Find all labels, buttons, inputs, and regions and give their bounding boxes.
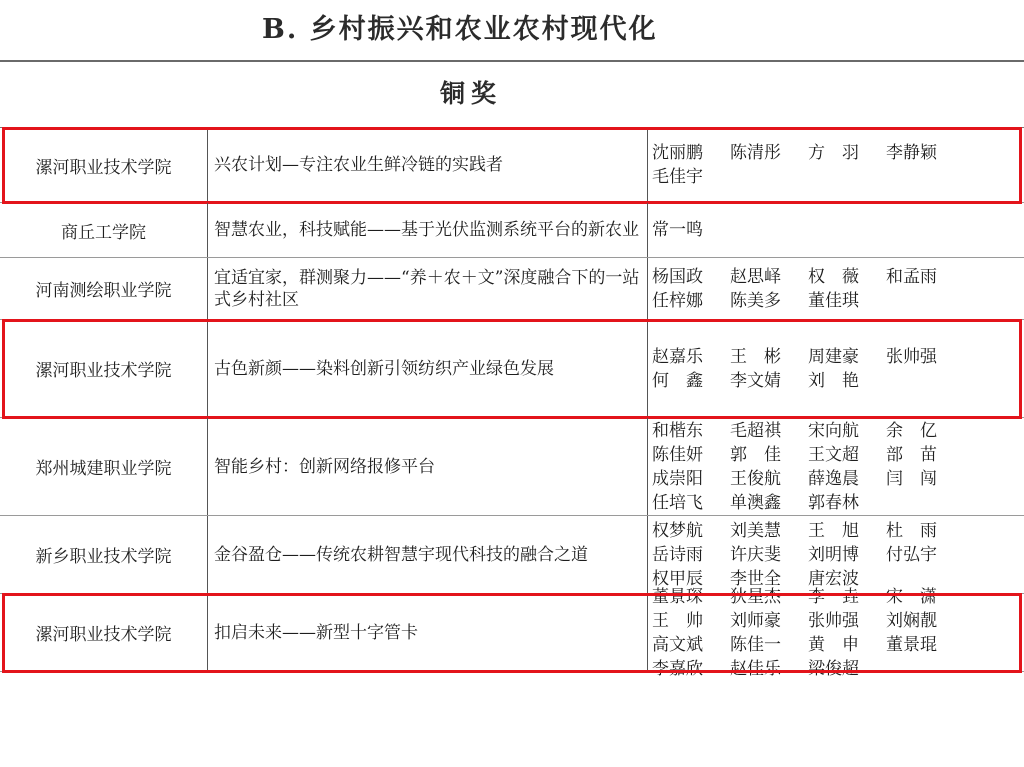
project-title-cell: 扣启未来——新型十字管卡	[208, 594, 648, 671]
member-name: 梁俊超	[808, 658, 859, 679]
school-cell: 漯河职业技术学院	[0, 320, 208, 417]
table-row	[0, 128, 1024, 203]
member-name: 沈丽鹏	[652, 143, 703, 163]
member-name: 杜 雨	[886, 520, 937, 541]
members-cell	[648, 586, 1024, 679]
school-cell: 漯河职业技术学院	[0, 128, 208, 202]
member-list	[652, 258, 1024, 319]
member-name: 郭 佳	[730, 444, 781, 465]
project-title-cell: 智慧农业，科技赋能——基于光伏监测系统平台的新农业	[208, 203, 648, 257]
project-title-cell: 宜适宜家，群测聚力——“养＋农＋文”深度融合下的一站式乡村社区	[208, 258, 648, 319]
member-name: 陈佳一	[730, 634, 781, 655]
table-row	[0, 418, 1024, 516]
member-name: 董景琨	[886, 634, 937, 655]
member-name: 任梓娜	[652, 290, 703, 311]
member-name: 张帅强	[808, 610, 859, 631]
member-name: 王 旭	[808, 520, 859, 541]
member-name: 部 苗	[886, 444, 937, 465]
member-name: 宋向航	[808, 420, 859, 441]
members-cell	[648, 418, 1024, 515]
member-list	[652, 586, 1024, 679]
member-name: 宋 潇	[886, 586, 937, 607]
member-list	[652, 128, 1024, 202]
member-list	[652, 203, 1024, 257]
member-name: 陈清彤	[730, 143, 781, 163]
member-name: 李世全	[730, 568, 781, 589]
school-cell: 郑州城建职业学院	[0, 418, 208, 515]
table-row	[0, 516, 1024, 594]
member-name: 王 彬	[730, 346, 781, 367]
school-cell: 商丘工学院	[0, 203, 208, 257]
section-rule	[0, 60, 1024, 62]
school-cell: 漯河职业技术学院	[0, 594, 208, 671]
member-name: 李 垚	[808, 586, 859, 607]
member-list	[652, 516, 1024, 593]
table-row	[0, 586, 1024, 679]
member-name: 董景琛	[652, 586, 703, 607]
member-list	[652, 418, 1024, 515]
member-name: 赵佳乐	[730, 658, 781, 679]
project-title-cell: 古色新颜——染料创新引领纺织产业绿色发展	[208, 320, 648, 417]
section-title: B. 乡村振兴和农业农村现代化	[262, 14, 658, 45]
project-title-cell: 兴农计划—专注农业生鲜冷链的实践者	[208, 128, 648, 202]
member-name: 何 鑫	[652, 370, 703, 391]
award-level-heading: 铜奖	[440, 79, 503, 108]
member-name: 赵嘉乐	[652, 346, 703, 367]
member-name: 王俊航	[730, 468, 781, 489]
member-name: 权梦航	[652, 520, 703, 541]
member-name: 刘娴靓	[886, 610, 937, 631]
member-name: 赵思峄	[730, 266, 781, 287]
member-name: 成崇阳	[652, 468, 703, 489]
school-cell: 新乡职业技术学院	[0, 516, 208, 593]
member-name: 郭春林	[808, 492, 859, 513]
member-name: 权 薇	[808, 266, 859, 287]
member-name: 毛超祺	[730, 420, 781, 441]
member-name: 毛佳宇	[652, 167, 703, 187]
table-row	[0, 320, 1024, 418]
members-cell	[648, 128, 1024, 202]
member-name: 刘美慧	[730, 520, 781, 541]
member-name: 权甲辰	[652, 568, 703, 589]
member-name: 刘师豪	[730, 610, 781, 631]
members-cell	[648, 203, 1024, 257]
member-name: 周建豪	[808, 346, 859, 367]
members-cell	[648, 258, 1024, 319]
member-name: 方 羽	[808, 143, 859, 163]
project-title-cell: 智能乡村：创新网络报修平台	[208, 418, 648, 515]
member-list	[652, 320, 1024, 417]
member-name: 付弘宇	[886, 544, 937, 565]
member-name: 岳诗雨	[652, 544, 703, 565]
member-name: 刘 艳	[808, 370, 859, 391]
member-name: 王 帅	[652, 610, 703, 631]
members-cell	[648, 320, 1024, 417]
member-name: 李静颖	[886, 143, 937, 163]
members-cell	[648, 516, 1024, 593]
member-name: 陈美多	[730, 290, 781, 311]
member-name: 常一鸣	[652, 220, 703, 240]
member-name: 任培飞	[652, 492, 703, 513]
member-name: 刘明博	[808, 544, 859, 565]
member-name: 董佳琪	[808, 290, 859, 311]
project-title-cell: 金谷盈仓——传统农耕智慧宇现代科技的融合之道	[208, 516, 648, 593]
member-name: 和孟雨	[886, 266, 937, 287]
member-name: 陈佳妍	[652, 444, 703, 465]
member-name: 薛逸晨	[808, 468, 859, 489]
member-name: 闫 闯	[886, 468, 937, 489]
member-name: 王文超	[808, 444, 859, 465]
member-name: 狄星杰	[730, 586, 781, 607]
member-name: 黄 申	[808, 634, 859, 655]
table-row	[0, 203, 1024, 258]
member-name: 唐宏波	[808, 568, 859, 589]
member-name: 余 亿	[886, 420, 937, 441]
member-name: 张帅强	[886, 346, 937, 367]
member-name: 李嘉欣	[652, 658, 703, 679]
member-name: 杨国政	[652, 266, 703, 287]
school-cell: 河南测绘职业学院	[0, 258, 208, 319]
member-name: 和楷东	[652, 420, 703, 441]
table-row	[0, 258, 1024, 320]
member-name: 高文斌	[652, 634, 703, 655]
member-name: 李文婧	[730, 370, 781, 391]
member-name: 单澳鑫	[730, 492, 781, 513]
member-name: 许庆斐	[730, 544, 781, 565]
